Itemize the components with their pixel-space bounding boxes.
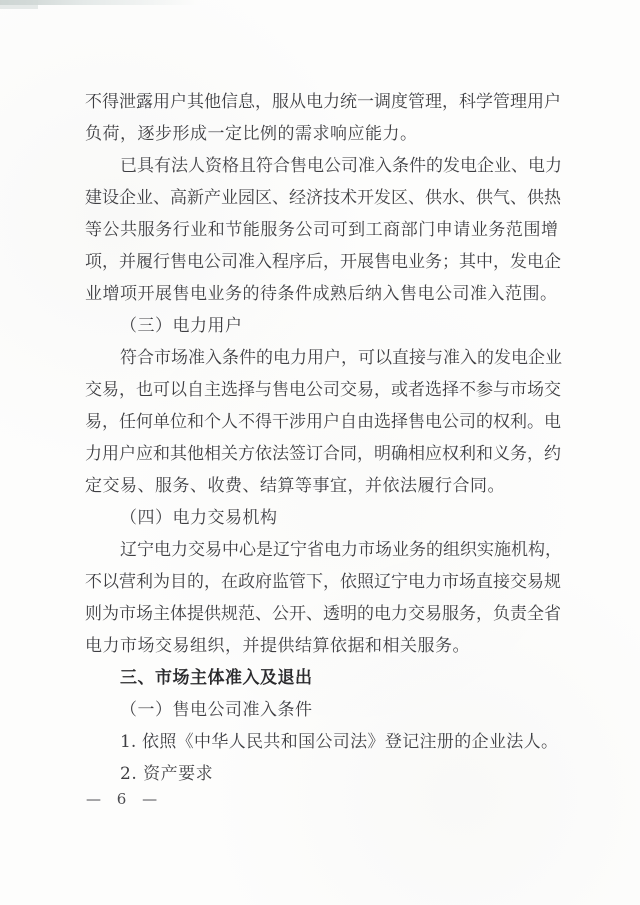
document-line: 等公共服务行业和节能服务公司可到工商部门申请业务范围增 <box>85 220 558 240</box>
document-body <box>85 86 562 790</box>
document-line: 符合市场准入条件的电力用户，可以直接与准入的发电企业 <box>120 348 562 368</box>
document-line: 不以营利为目的，在政府监管下，依照辽宁电力市场直接交易规 <box>85 572 561 592</box>
document-line: 负荷，逐步形成一定比例的需求响应能力。 <box>85 124 418 144</box>
page-number: — 6 — <box>86 790 160 808</box>
scan-artifact-corner <box>0 0 38 9</box>
document-line: 力用户应和其他相关方依法签订合同，明确相应权利和义务，约 <box>85 444 561 464</box>
document-line: 定交易、服务、收费、结算等事宜，并依法履行合同。 <box>85 476 505 496</box>
section-heading: 三、市场主体准入及退出 <box>120 668 313 688</box>
subsection-heading: （一）售电公司准入条件 <box>120 700 313 720</box>
document-line: 项，并履行售电公司准入程序后，开展售电业务；其中，发电企 <box>85 252 561 272</box>
document-line: 易，任何单位和个人不得干涉用户自由选择售电公司的权利。电 <box>85 412 561 432</box>
subsection-heading: （三）电力用户 <box>120 316 243 336</box>
document-line: 则为市场主体提供规范、公开、透明的电力交易服务，负责全省 <box>85 604 561 624</box>
list-item: 1. 依照《中华人民共和国公司法》登记注册的企业法人。 <box>120 732 558 752</box>
list-item: 2. 资产要求 <box>120 764 214 784</box>
document-line: 已具有法人资格且符合售电公司准入条件的发电企业、电力 <box>120 156 562 176</box>
document-line: 不得泄露用户其他信息，服从电力统一调度管理，科学管理用户 <box>85 92 561 112</box>
document-line: 辽宁电力交易中心是辽宁省电力市场业务的组织实施机构， <box>120 540 562 560</box>
document-line: 电力市场交易组织，并提供结算依据和相关服务。 <box>85 636 470 656</box>
document-line: 交易，也可以自主选择与售电公司交易，或者选择不参与市场交 <box>85 380 561 400</box>
subsection-heading: （四）电力交易机构 <box>120 508 278 528</box>
document-line: 建设企业、高新产业园区、经济技术开发区、供水、供气、供热 <box>85 188 561 208</box>
document-line: 业增项开展售电业务的待条件成熟后纳入售电公司准入范围。 <box>85 284 558 304</box>
